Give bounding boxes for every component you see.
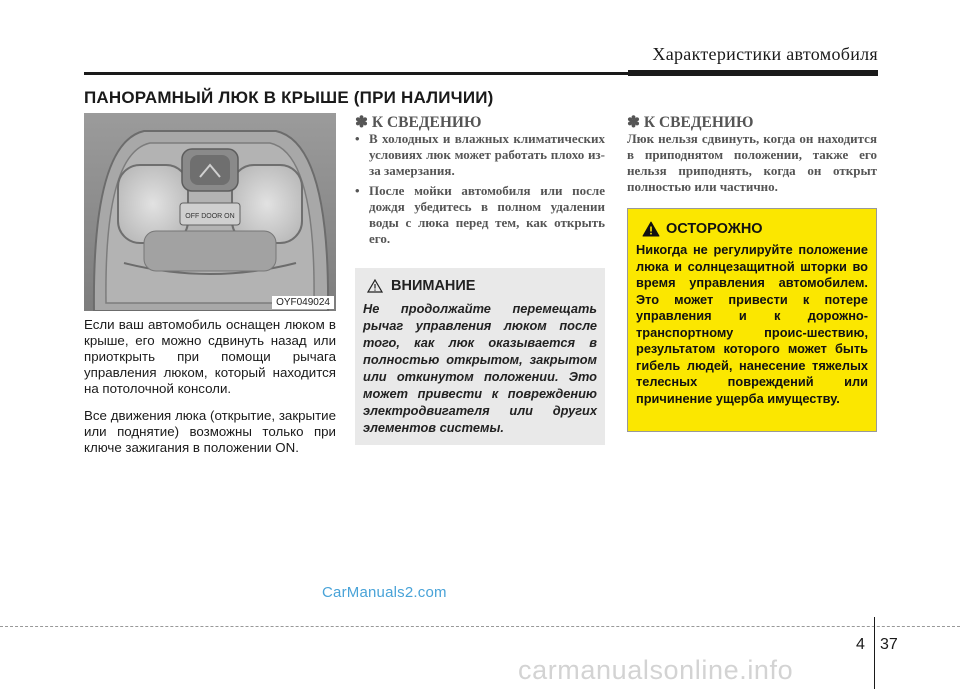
note-text: Люк нельзя сдвинуть, когда он находится в приподнятом положении, также его нельзя приподнять, когда он открыт полностью или частично. [627,131,877,194]
warning-box [627,208,877,432]
caution-body: Не продолжайте перемещать рычаг управления люком после того, как люк оказывается в полностью открытом, закрытом или откинутом положении. Это может привести к повреждению электродвигателя или других элементов системы. [363,301,597,435]
overhead-console-illustration [84,113,336,311]
page-number: 37 [880,636,898,653]
footer-separator [874,617,875,689]
bullet-icon: • [355,131,360,146]
overhead-console-photo [84,113,336,311]
column1-paragraph: Все движения люка (открытие, закрытие или поднятие) возможны только при ключе зажигания в положении ON. [84,408,336,455]
chapter-number: 4 [856,636,865,653]
caution-title [367,278,475,294]
door-switch-label: OFF DOOR ON [185,213,235,220]
watermark-text: carmanualsonline.info [518,655,794,685]
warning-title-text: ОСТОРОЖНО [666,221,763,237]
footer-rule [0,626,960,627]
caution-title-text: ВНИМАНИЕ [391,278,476,294]
watermark-link[interactable]: CarManuals2.com [322,584,447,601]
note-list [355,131,605,251]
page-header-title: Характеристики автомобиля [652,44,878,64]
header-rule-accent [628,70,878,76]
list-item [355,131,605,179]
note-heading: ✽ К СВЕДЕНИЮ [627,114,754,131]
warning-title [642,221,763,237]
figure-caption: OYF049024 [272,296,334,309]
column1-paragraph: Если ваш автомобиль оснащен люком в крыше, его можно сдвинуть назад или приоткрыть при помощи рычага управления люком, который находится на потолочной консоли. [84,317,336,396]
caution-box [355,268,605,445]
warning-body: Никогда не регулируйте положение люка и солнцезащитной шторки во время управления автомобилем. Это может привести к потере управления и к дорожно-транспортному проис-шествию, результатом которого может быть гибель людей, нанесение тяжелых телесных повреждений или причинение ущерба имуществу. [636,242,868,406]
note-heading: ✽ К СВЕДЕНИЮ [355,114,482,131]
list-item-text: После мойки автомобиля или после дождя убедитесь в полном удалении воды с люка перед тем, как открыть его. [369,183,605,246]
list-item-text: В холодных и влажных климатических условиях люк может работать плохо из-за замерзания. [369,131,605,178]
column1-text [84,317,336,467]
list-item [355,183,605,247]
bullet-icon: • [355,183,360,198]
warning-triangle-icon [367,279,383,293]
warning-triangle-icon [642,221,660,237]
section-heading: ПАНОРАМНЫЙ ЛЮК В КРЫШЕ (ПРИ НАЛИЧИИ) [84,88,494,107]
